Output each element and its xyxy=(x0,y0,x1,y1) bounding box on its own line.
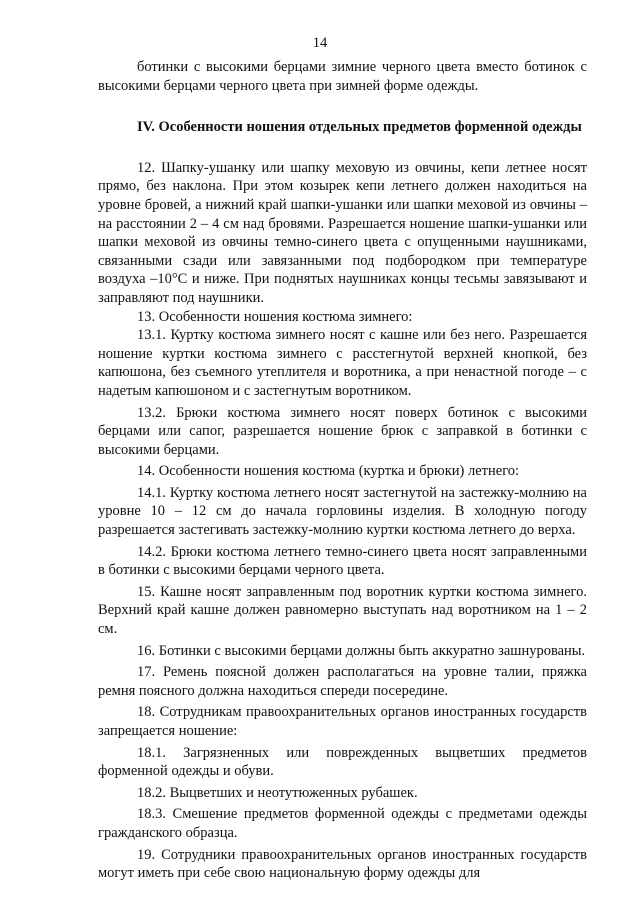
section-heading: IV. Особенности ношения отдельных предметов форменной одежды xyxy=(137,119,582,136)
paragraph-18-2: 18.2. Выцветших и неотутюженных рубашек. xyxy=(137,784,418,801)
paragraph-13: 13. Особенности ношения костюма зимнего: xyxy=(137,308,413,325)
paragraph-14-2: 14.2. Брюки костюма летнего темно-синего цвета носят заправленными в ботинки с высокими берцами черного цвета. xyxy=(98,543,587,579)
paragraph-18-3: 18.3. Смешение предметов форменной одежды с предметами одежды гражданского образца. xyxy=(98,806,587,841)
paragraph-12: 12. Шапку-ушанку или шапку меховую из овчины, кепи летнее носят прямо, без наклона. При этом козырек кепи летнего должен находиться на уровне бровей, а нижний край шапки-ушанки или шапки меховой из овчины – на расстоянии 2 – 4 см над бровями. Разрешается ношение шапки-ушанки или шапки меховой из овчины темно-синего цвета с опущенными наушниками, связанными сзади или завязанными под подбородком при температуре воздуха –10°С и ниже. При поднятых наушниках концы тесьмы завязывают и заправляют под наушники. xyxy=(98,159,587,306)
paragraph-18-1: 18.1. Загрязненных или поврежденных выцветших предметов форменной одежды и обуви. xyxy=(98,744,587,780)
page-number: 14 xyxy=(312,35,328,51)
paragraph-17: 17. Ремень поясной должен располагаться на уровне талии, пряжка ремня поясного должна находиться спереди посередине. xyxy=(98,664,587,699)
paragraph-13-1: 13.1. Куртку костюма зимнего носят с кашне или без него. Разрешается ношение куртки костюма зимнего с расстегнутой верхней кнопкой, без капюшона, без съемного утеплителя и воротника, а при ненастной погоде – с надетым капюшоном и с застегнутым воротником. xyxy=(98,327,587,399)
paragraph-13-2: 13.2. Брюки костюма зимнего носят поверх ботинок с высокими берцами или сапог, разрешается ношение брюк с заправкой в ботинки с высокими берцами. xyxy=(98,404,587,458)
paragraph-18: 18. Сотрудникам правоохранительных органов иностранных государств запрещается ношение: xyxy=(98,704,587,739)
paragraph-15: 15. Кашне носят заправленным под воротник куртки костюма зимнего. Верхний край кашне должен равномерно выступать над воротником на 1 – 2 см. xyxy=(98,583,587,638)
paragraph-14: 14. Особенности ношения костюма (куртка и брюки) летнего: xyxy=(137,463,520,480)
paragraph-19: 19. Сотрудники правоохранительных органов иностранных государств могут иметь при себе свою национальную форму одежды для xyxy=(98,846,587,882)
paragraph-14-1: 14.1. Куртку костюма летнего носят застегнутой на застежку-молнию на уровне 10 – 12 см до начала горловины изделия. В холодную погоду разрешается застегивать застежку-молнию куртки костюма летнего до верха. xyxy=(98,484,587,539)
intro-paragraph: ботинки с высокими берцами зимние черного цвета вместо ботинок с высокими берцами черного цвета при зимней форме одежды. xyxy=(98,59,587,94)
paragraph-16: 16. Ботинки с высокими берцами должны быть аккуратно зашнурованы. xyxy=(137,642,586,659)
document-body xyxy=(98,58,587,883)
